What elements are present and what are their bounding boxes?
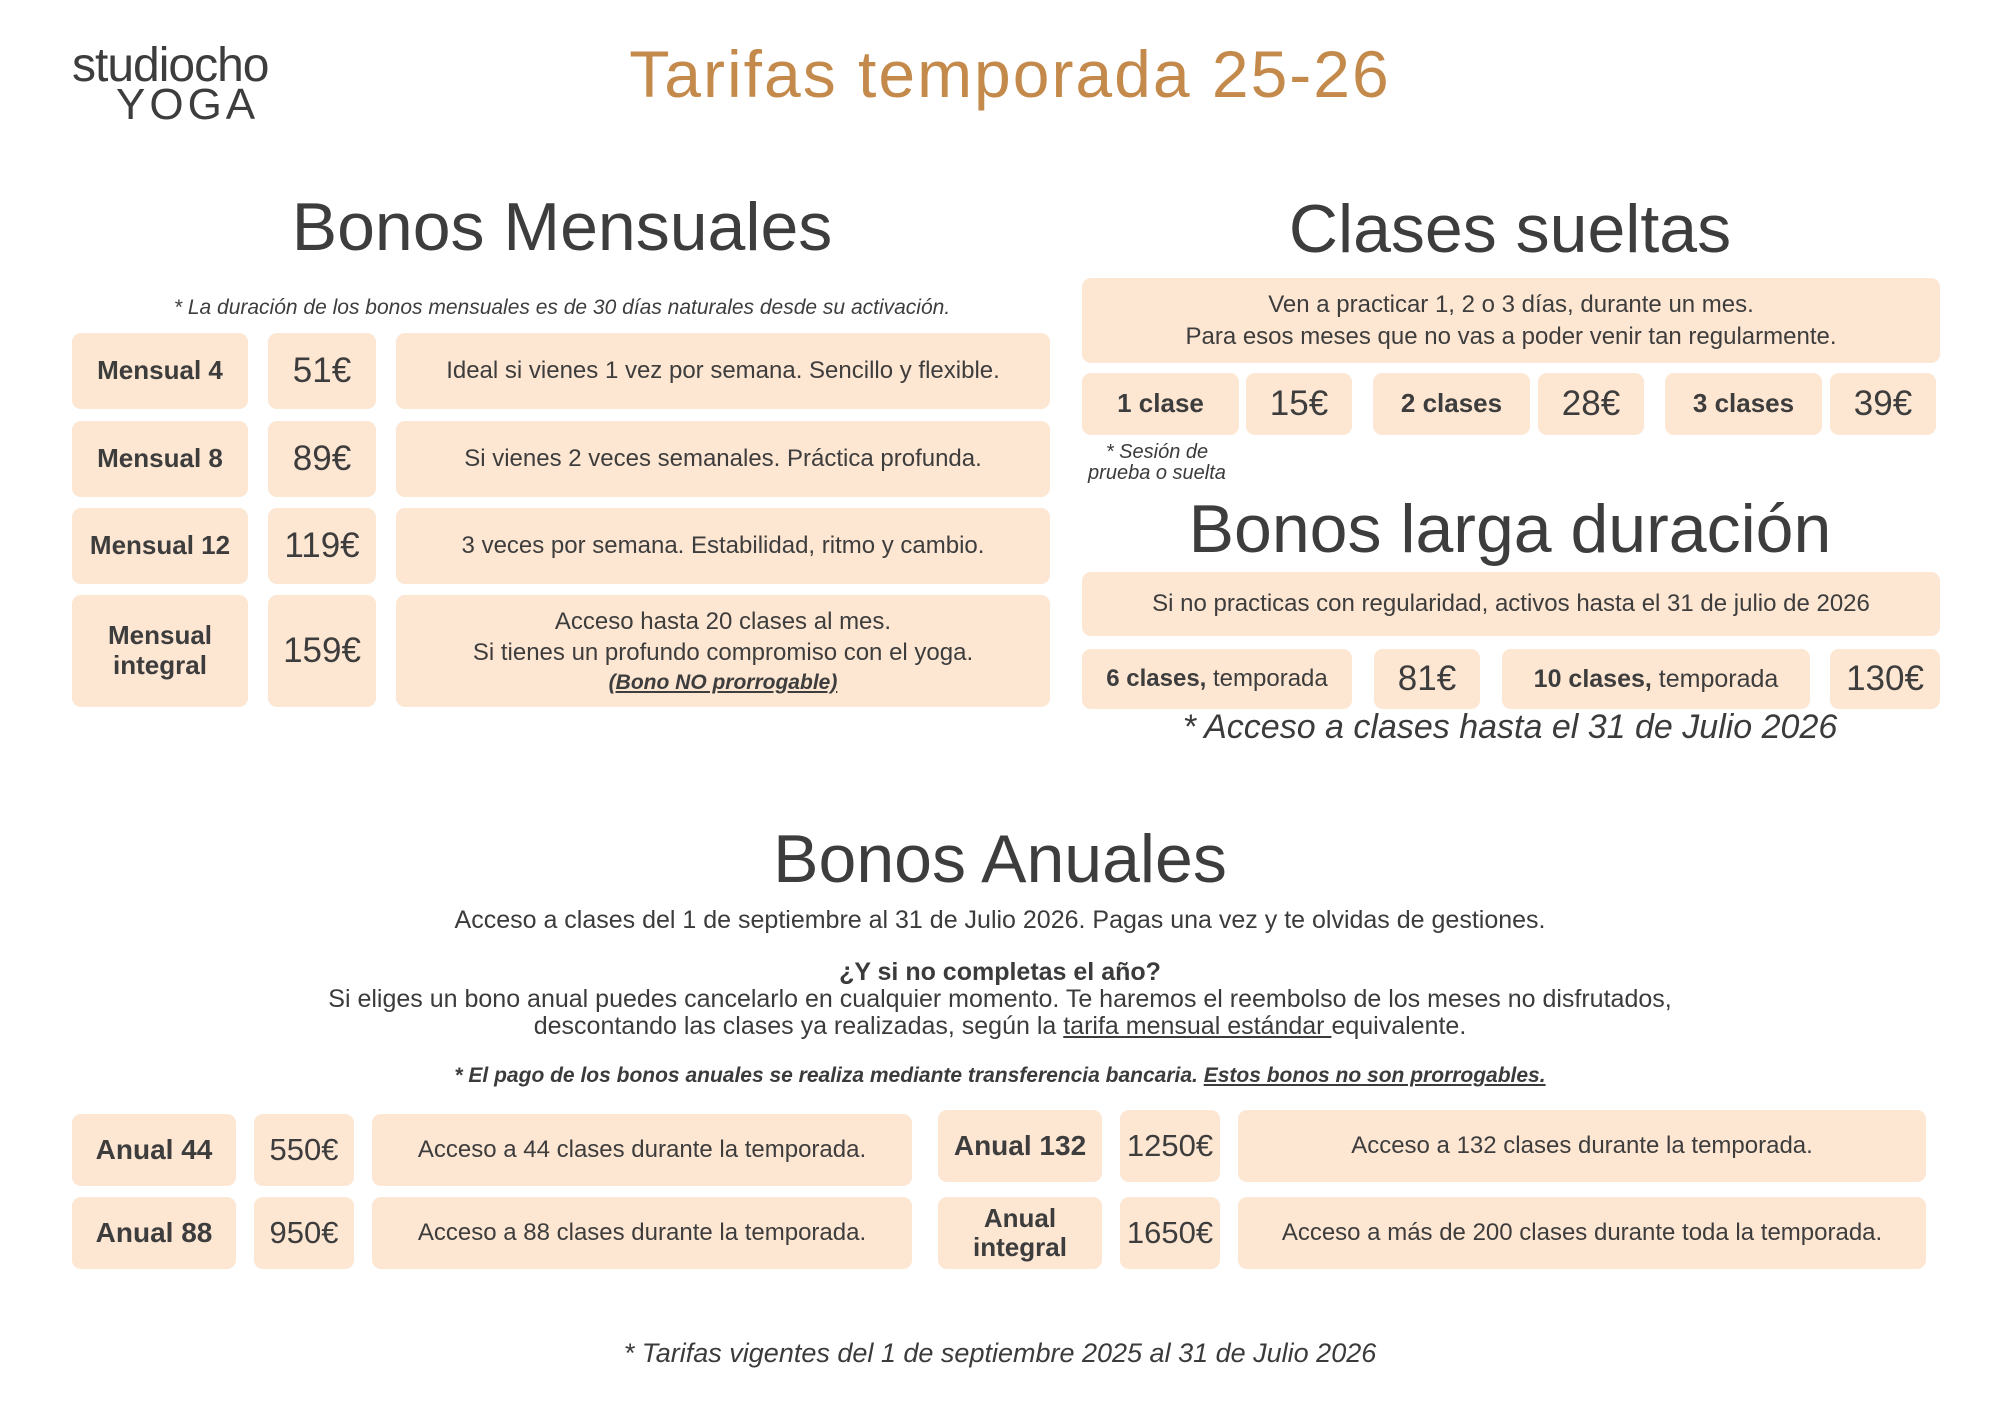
mensual-8-desc: Si vienes 2 veces semanales. Práctica profunda. (396, 421, 1050, 497)
mensual-12-label: Mensual 12 (72, 508, 248, 584)
suelta-3-price: 39€ (1830, 373, 1936, 435)
sueltas-note-line1: * Sesión de (1105, 441, 1209, 463)
logo-line1: studiocho (72, 39, 269, 92)
anuales-question: ¿Y si no completas el año? (839, 958, 1161, 986)
anuales-payment-b: Estos bonos no son prorrogables. (1203, 1064, 1546, 1087)
anual-44-label: Anual 44 (72, 1114, 236, 1186)
anuales-intro: Acceso a clases del 1 de septiembre al 31 de Julio 2026. Pagas una vez y te olvidas de gestiones. (454, 906, 1546, 934)
sueltas-note (1062, 442, 1252, 484)
larga-heading: Bonos larga duración (1188, 491, 1832, 567)
mensual-integral-price: 159€ (268, 595, 376, 707)
mensual-4-desc: Ideal si vienes 1 vez por semana. Sencillo y flexible. (396, 333, 1050, 409)
mensual-integral-label (72, 595, 248, 707)
anuales-payment-note (100, 1064, 1900, 1088)
anual-integral-price: 1650€ (1120, 1197, 1220, 1269)
anual-88-price: 950€ (254, 1197, 354, 1269)
anual-132-label: Anual 132 (938, 1110, 1102, 1182)
mensual-12-desc: 3 veces por semana. Estabilidad, ritmo y cambio. (396, 508, 1050, 584)
mensual-integral-desc (396, 595, 1050, 707)
larga-10-label-bold: 10 clases, (1533, 664, 1652, 693)
mensual-12-price: 119€ (268, 508, 376, 584)
sueltas-intro-line2: Para esos meses que no vas a poder venir tan regularmente. (1185, 322, 1837, 350)
suelta-1-price: 15€ (1246, 373, 1352, 435)
tarifa-mensual-link: tarifa mensual estándar (1063, 1012, 1332, 1040)
logo-line2: YOGA (116, 80, 260, 129)
larga-6-label (1082, 649, 1352, 709)
anual-integral-label-line2: integral (973, 1232, 1067, 1262)
anual-integral-label (938, 1197, 1102, 1269)
sueltas-note-line2: prueba o suelta (1088, 462, 1226, 484)
anual-integral-desc: Acceso a más de 200 clases durante toda la temporada. (1238, 1197, 1926, 1269)
anuales-answer-line2a: descontando las clases ya realizadas, según la (533, 1012, 1064, 1040)
bono-no-prorrogable-note: (Bono NO prorrogable) (608, 670, 838, 694)
suelta-3-label: 3 clases (1665, 373, 1822, 435)
suelta-2-price: 28€ (1538, 373, 1644, 435)
anual-44-price: 550€ (254, 1114, 354, 1186)
anuales-answer-line1: Si eliges un bono anual puedes cancelarlo en cualquier momento. Te haremos el reembolso de los meses no disfrutados, (328, 985, 1672, 1013)
mensual-4-price: 51€ (268, 333, 376, 409)
anuales-answer (100, 986, 1900, 1040)
mensuales-note: * La duración de los bonos mensuales es de 30 días naturales desde su activación. (173, 296, 951, 319)
mensual-integral-label-line2: integral (113, 650, 207, 680)
anuales-answer-line2b: equivalente. (1331, 1012, 1467, 1040)
page-title: Tarifas temporada 25-26 (629, 37, 1391, 111)
suelta-2-label: 2 clases (1373, 373, 1530, 435)
anual-132-price: 1250€ (1120, 1110, 1220, 1182)
anual-88-label: Anual 88 (72, 1197, 236, 1269)
larga-6-label-rest: temporada (1206, 665, 1328, 692)
suelta-1-label: 1 clase (1082, 373, 1239, 435)
anuales-heading: Bonos Anuales (773, 821, 1227, 897)
larga-intro: Si no practicas con regularidad, activos hasta el 31 de julio de 2026 (1082, 572, 1940, 636)
anual-88-desc: Acceso a 88 clases durante la temporada. (372, 1197, 912, 1269)
mensual-integral-label-line1: Mensual (107, 620, 213, 651)
larga-6-price: 81€ (1374, 649, 1480, 709)
mensual-integral-desc-line1: Acceso hasta 20 clases al mes. (554, 608, 892, 636)
larga-10-price: 130€ (1830, 649, 1940, 709)
larga-note: * Acceso a clases hasta el 31 de Julio 2026 (1182, 708, 1838, 746)
anual-132-desc: Acceso a 132 clases durante la temporada. (1238, 1110, 1926, 1182)
mensual-8-label: Mensual 8 (72, 421, 248, 497)
anual-44-desc: Acceso a 44 clases durante la temporada. (372, 1114, 912, 1186)
sueltas-intro (1082, 278, 1940, 363)
anual-integral-label-line1: Anual (983, 1203, 1057, 1234)
mensuales-heading: Bonos Mensuales (291, 189, 833, 265)
larga-6-label-bold: 6 clases, (1106, 665, 1207, 692)
studio-logo (72, 38, 302, 128)
larga-10-label (1502, 649, 1810, 709)
footer-note: * Tarifas vigentes del 1 de septiembre 2025 al 31 de Julio 2026 (623, 1338, 1377, 1368)
sueltas-intro-line1: Ven a practicar 1, 2 o 3 días, durante un mes. (1268, 291, 1754, 319)
mensual-integral-desc-line2: Si tienes un profundo compromiso con el yoga. (472, 639, 974, 667)
larga-10-label-rest: temporada (1651, 664, 1779, 693)
mensual-8-price: 89€ (268, 421, 376, 497)
anuales-payment-a: * El pago de los bonos anuales se realiza mediante transferencia bancaria. (454, 1064, 1204, 1087)
sueltas-heading: Clases sueltas (1288, 191, 1732, 267)
mensual-4-label: Mensual 4 (72, 333, 248, 409)
